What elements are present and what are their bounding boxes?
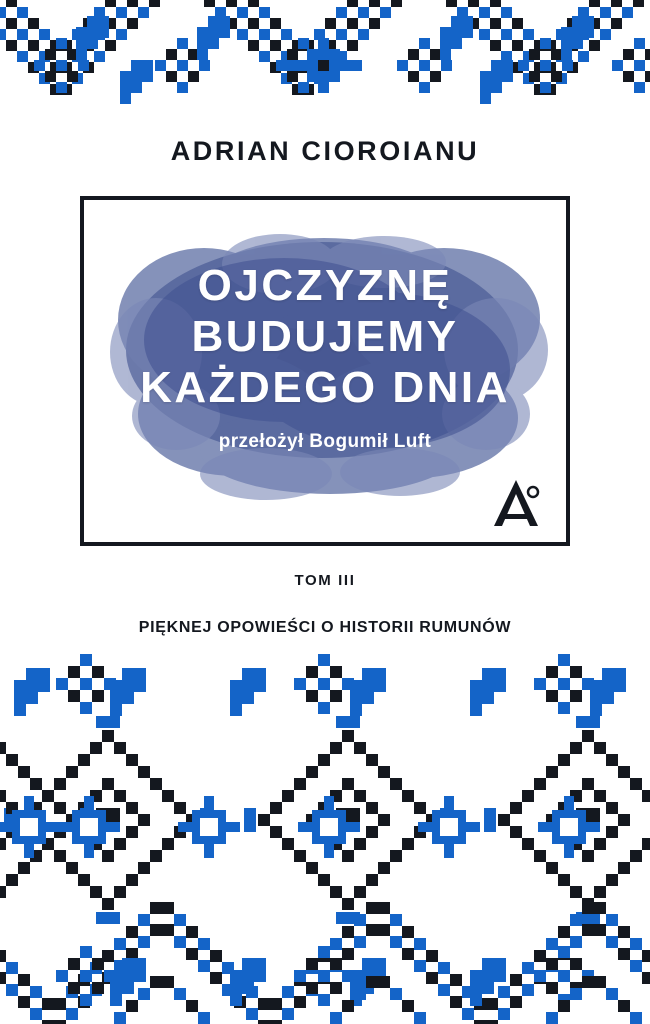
title-line-3: KAŻDEGO DNIA	[140, 363, 510, 412]
translator-credit: przełożył Bogumił Luft	[218, 431, 432, 452]
volume-label: TOM III	[294, 572, 356, 589]
title-line-2: BUDUJEMY	[191, 312, 459, 361]
publisher-a-mark-svg	[488, 476, 544, 530]
publisher-logo-icon	[488, 476, 544, 530]
top-ornament-band	[0, 0, 650, 132]
folk-pattern-bottom-svg	[0, 646, 650, 1024]
title-frame	[80, 196, 570, 546]
title-line-1: OJCZYZNĘ	[197, 261, 453, 310]
folk-pattern-top-svg	[0, 0, 650, 132]
book-title	[84, 260, 566, 453]
author-name: ADRIAN CIOROIANU	[170, 136, 480, 166]
bottom-ornament-band	[0, 646, 650, 1024]
series-subtitle: PIĘKNEJ OPOWIEŚCI O HISTORII RUMUNÓW	[138, 619, 512, 636]
